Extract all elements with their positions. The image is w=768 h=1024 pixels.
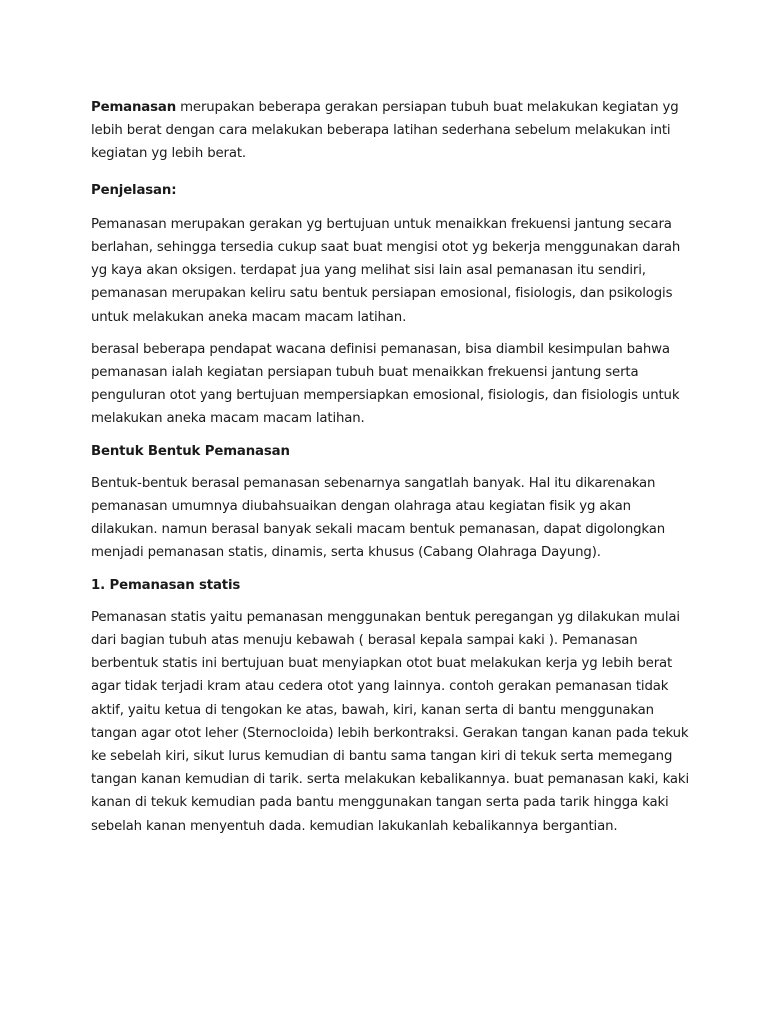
document-page (91, 96, 691, 847)
penjelasan-heading: Penjelasan: (91, 182, 177, 198)
statis-heading: 1. Pemanasan statis (91, 577, 241, 593)
penjelasan-paragraph-1: Pemanasan merupakan gerakan yg bertujuan untuk menaikkan frekuensi jantung secara berlahan, sehingga tersedia cukup saat buat mengisi otot yg bekerja menggunakan darah yg kaya akan oksigen. terdapat jua yang melihat sisi lain asal pemanasan itu sendiri, pemanasan merupakan keliru satu bentuk persiapan emosional, fisiologis, dan psikologis untuk melakukan aneka macam macam latihan. (91, 216, 681, 325)
bentuk-paragraph: Bentuk-bentuk berasal pemanasan sebenarnya sangatlah banyak. Hal itu dikarenakan pemanasan umumnya diubahsuaikan dengan olahraga atau kegiatan fisik yg akan dilakukan. namun berasal banyak sekali macam bentuk pemanasan, dapat digolongkan menjadi pemanasan statis, dinamis, serta khusus (Cabang Olahraga Dayung). (91, 475, 666, 561)
bentuk-heading: Bentuk Bentuk Pemanasan (91, 443, 290, 459)
intro-paragraph (91, 96, 691, 166)
intro-lead-term: Pemanasan (91, 100, 177, 115)
statis-paragraph: Pemanasan statis yaitu pemanasan menggunakan bentuk peregangan yg dilakukan mulai dari bagian tubuh atas menuju kebawah ( berasal kepala sampai kaki ). Pemanasan berbentuk statis ini bertujuan buat menyiapkan otot buat melakukan kerja yg lebih berat agar tidak terjadi kram atau cedera otot yang lainnya. contoh gerakan pemanasan tidak aktif, yaitu ketua di tengokan ke atas, bawah, kiri, kanan serta di bantu menggunakan tangan agar otot leher (Sternocloida) lebih berkontraksi. Gerakan tangan kanan pada tekuk ke sebelah kiri, sikut lurus kemudian di bantu sama tangan kiri di tekuk serta memegang tangan kanan kemudian di tarik. serta melakukan kebalikannya. buat pemanasan kaki, kaki kanan di tekuk kemudian pada bantu menggunakan tangan serta pada tarik hingga kaki sebelah kanan menyentuh dada. kemudian lakukanlah kebalikannya bergantian. (91, 609, 689, 834)
intro-text: merupakan beberapa gerakan persiapan tubuh buat melakukan kegiatan yg lebih berat dengan cara melakukan beberapa latihan sederhana sebelum melakukan inti kegiatan yg lebih berat. (91, 100, 679, 162)
penjelasan-paragraph-2: berasal beberapa pendapat wacana definisi pemanasan, bisa diambil kesimpulan bahwa pemanasan ialah kegiatan persiapan tubuh buat menaikkan frekuensi jantung serta penguluran otot yang bertujuan mempersiapkan emosional, fisiologis, dan fisiologis untuk melakukan aneka macam macam latihan. (91, 341, 680, 427)
